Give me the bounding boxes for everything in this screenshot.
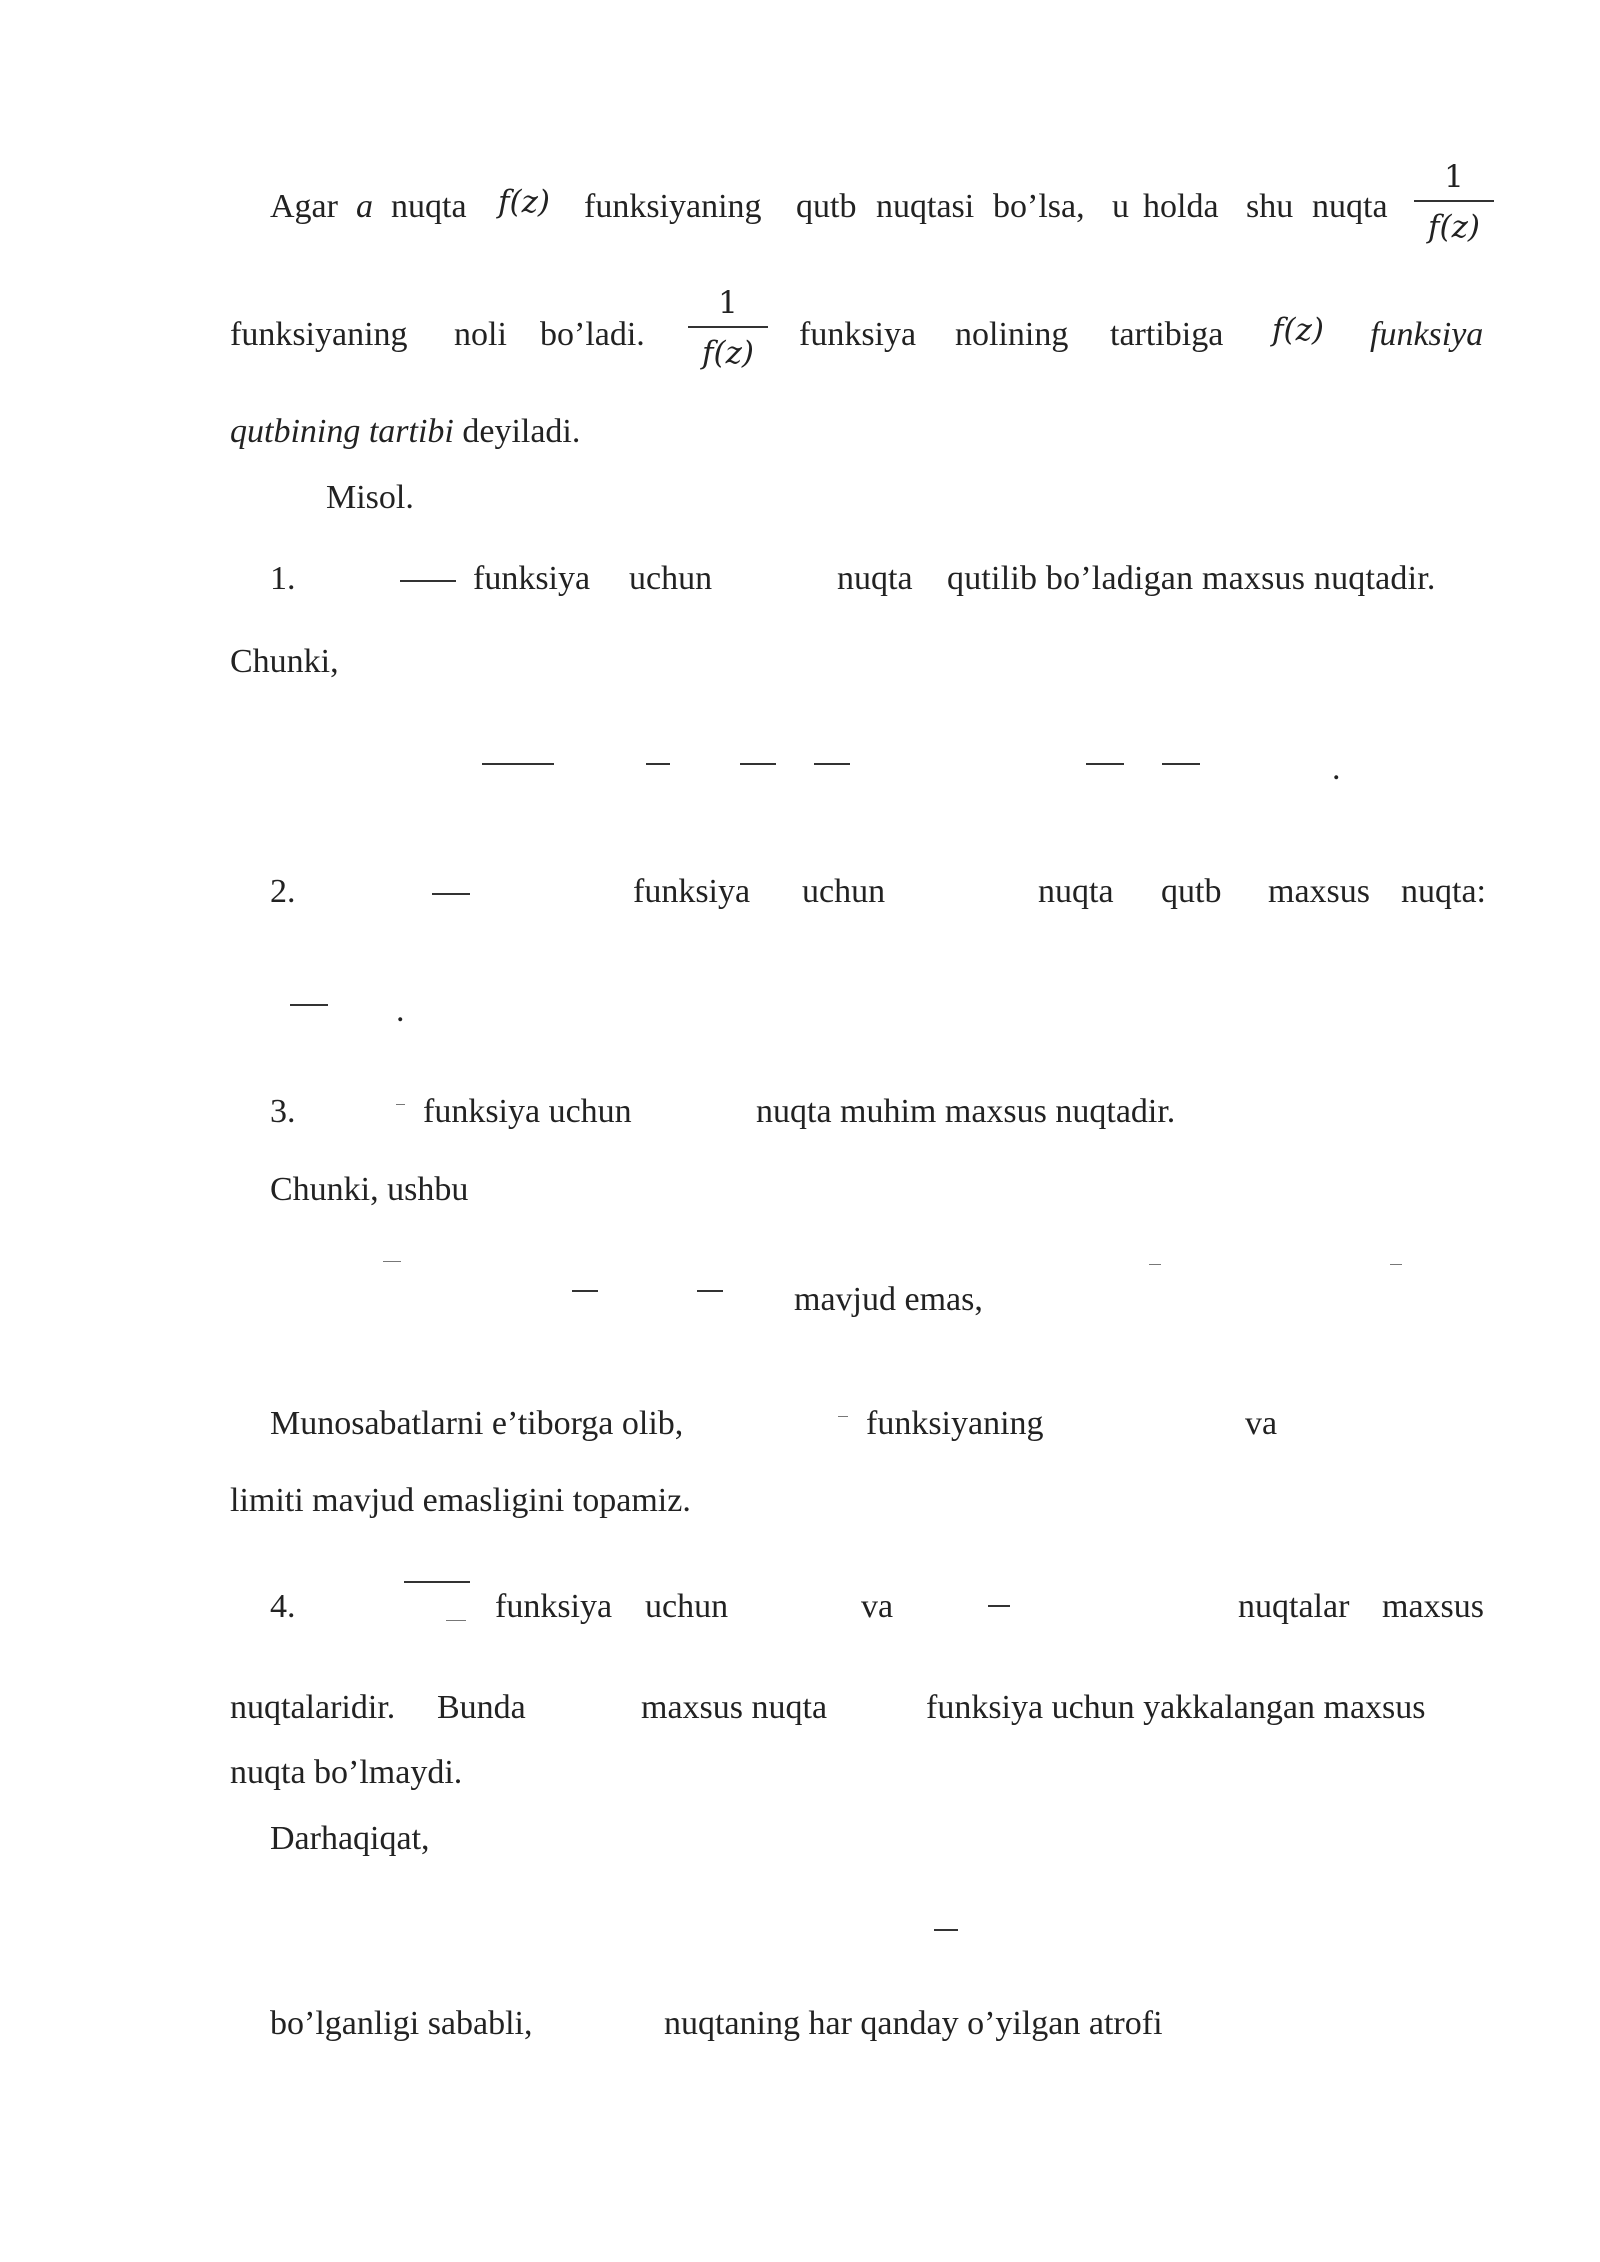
text-qutb: qutb	[796, 188, 857, 225]
text-nuqta-2: nuqta	[1312, 188, 1388, 225]
text-va: va	[861, 1588, 894, 1625]
fraction-one-over-fz	[1414, 160, 1494, 244]
text-nuqta-muhim: nuqta muhim maxsus nuqtadir.	[756, 1093, 1176, 1130]
formula-period: .	[396, 992, 405, 1029]
text-bunda: Bunda	[437, 1689, 526, 1726]
fraction-bar	[1149, 1264, 1161, 1265]
fraction-bar	[934, 1929, 958, 1931]
fraction-bar	[1086, 763, 1124, 765]
term-qutb-tartibi: qutbining tartibi	[230, 413, 454, 450]
text-nuqtalaridir: nuqtalaridir.	[230, 1689, 396, 1726]
text-darhaqiqat: Darhaqiqat,	[270, 1820, 430, 1857]
fraction-bar	[646, 763, 670, 765]
definition-line	[230, 415, 580, 449]
text-bolganligi: bo’lganligi sababli,	[270, 2005, 533, 2042]
example-number-3: 3.	[270, 1093, 296, 1130]
fraction-bar	[396, 1104, 405, 1105]
fraction-bar	[383, 1261, 401, 1262]
fraction-denominator: f(z)	[702, 335, 754, 372]
fraction-bar	[482, 763, 554, 765]
text-bolsa: bo’lsa,	[993, 188, 1085, 225]
text-noli: noli	[454, 316, 507, 353]
text-funksiyaning: funksiyaning	[584, 188, 762, 225]
text-nuqta-bolmaydi: nuqta bo’lmaydi.	[230, 1754, 463, 1791]
fraction-bar	[688, 326, 768, 328]
text-funksiya: funksiya	[799, 316, 917, 353]
var-a: a	[356, 188, 373, 225]
fraction-bar	[838, 1416, 848, 1417]
text-nuqtalar: nuqtalar	[1238, 1588, 1350, 1625]
text-tartibiga: tartibiga	[1110, 316, 1224, 353]
text-nuqta-colon: nuqta:	[1401, 873, 1486, 910]
text-boladi: bo’ladi.	[540, 316, 645, 353]
heading-misol: Misol.	[326, 479, 414, 516]
text-mavjud-emas: mavjud emas,	[794, 1281, 983, 1318]
text-funksiya: funksiya	[473, 560, 591, 597]
text-funksiya: funksiya	[495, 1588, 613, 1625]
fraction-bar	[697, 1290, 723, 1292]
text-agar: Agar	[270, 188, 338, 225]
formula-period: .	[1332, 750, 1341, 787]
text-maxsus: maxsus	[1268, 873, 1370, 910]
text-chunki-ushbu: Chunki, ushbu	[270, 1171, 469, 1208]
fraction-bar	[988, 1605, 1010, 1607]
text-uchun: uchun	[645, 1588, 729, 1625]
fraction-bar	[432, 893, 470, 895]
fraction-numerator: 1	[718, 285, 738, 321]
math-fz-2: f(z)	[1272, 312, 1324, 348]
text-uchun: uchun	[629, 560, 713, 597]
fraction-bar	[740, 763, 776, 765]
text-munosabatlarni: Munosabatlarni e’tiborga olib,	[270, 1405, 684, 1442]
text-nuqta: nuqta	[1038, 873, 1114, 910]
fraction-bar	[404, 1581, 470, 1583]
fraction-bar	[290, 1004, 328, 1006]
text-funksiyaning: funksiyaning	[866, 1405, 1044, 1442]
fraction-bar	[1414, 200, 1494, 202]
text-uchun: uchun	[802, 873, 886, 910]
text-maxsus: maxsus	[1382, 1588, 1484, 1625]
text-funksiyaning: funksiyaning	[230, 316, 408, 353]
text-funksiya: funksiya	[633, 873, 751, 910]
text-nuqtaning-atrofi: nuqtaning har qanday o’yilgan atrofi	[664, 2005, 1163, 2042]
text-qutilib: qutilib bo’ladigan maxsus nuqtadir.	[947, 560, 1436, 597]
example-number-2: 2.	[270, 873, 296, 910]
fraction-bar	[814, 763, 850, 765]
math-fz: f(z)	[498, 184, 550, 220]
text-qutb: qutb	[1161, 873, 1222, 910]
text-holda: holda	[1143, 188, 1219, 225]
example-number-1: 1.	[270, 560, 296, 597]
text-nuqtasi: nuqtasi	[876, 188, 975, 225]
fraction-numerator: 1	[1444, 159, 1464, 195]
text-nuqta: nuqta	[391, 188, 467, 225]
fraction-bar	[446, 1620, 466, 1621]
text-maxsus-nuqta: maxsus nuqta	[641, 1689, 828, 1726]
text-va: va	[1245, 1405, 1278, 1442]
text-u: u	[1112, 188, 1129, 225]
text-nolining: nolining	[955, 316, 1069, 353]
text-deyiladi: deyiladi.	[462, 413, 581, 450]
fraction-denominator: f(z)	[1428, 209, 1480, 246]
text-chunki: Chunki,	[230, 643, 339, 680]
text-limiti: limiti mavjud emasligini topamiz.	[230, 1482, 691, 1519]
text-nuqta: nuqta	[837, 560, 913, 597]
fraction-bar	[1390, 1264, 1402, 1265]
fraction-bar	[572, 1290, 598, 1292]
text-funksiya-uchun-yakkalangan: funksiya uchun yakkalangan maxsus	[926, 1689, 1426, 1726]
example-number-4: 4.	[270, 1588, 296, 1625]
fraction-bar	[1162, 763, 1200, 765]
text-funksiya-italic: funksiya	[1370, 316, 1484, 353]
text-funksiya-uchun: funksiya uchun	[423, 1093, 632, 1130]
text-shu: shu	[1246, 188, 1294, 225]
fraction-bar	[400, 580, 456, 582]
fraction-one-over-fz-2	[688, 286, 768, 370]
